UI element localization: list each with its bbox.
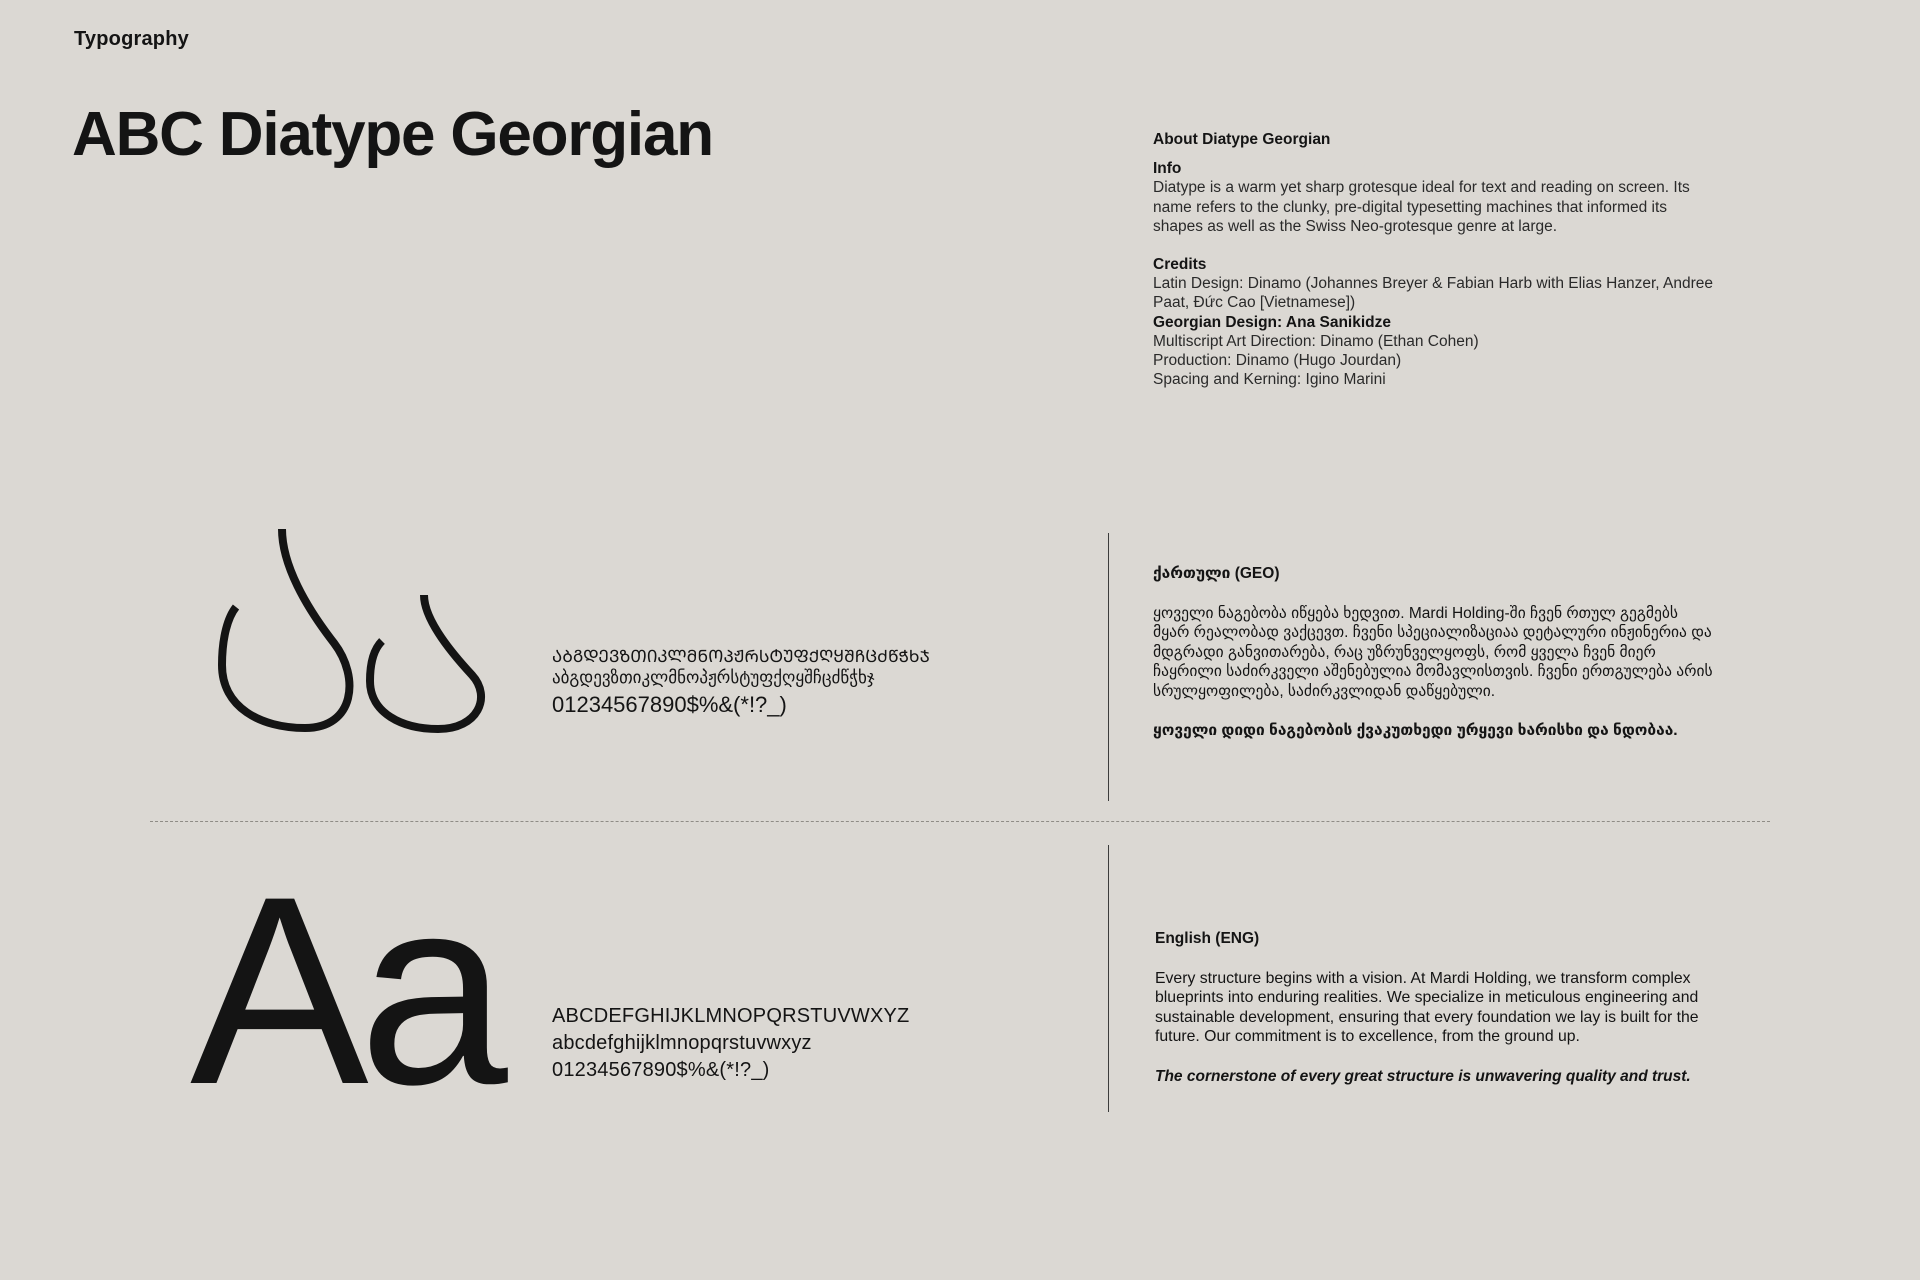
- georgian-body: ყოველი ნაგებობა იწყება ხედვით. Mardi Holding-ში ჩვენ რთულ გეგმებს მყარ რეალობად ვაქცევთ. ჩვენი სპეციალიზაციაა დეტალური ინჟინერია და მდგრადი განვითარება, რაც უზრუნველყოფს, რომ ყველა ჩვენ მიერ ჩაყრილი საძირკველი აშენებულია მომავლისთვის. ჩვენი ერთგულება არის სრულყოფილება, საძირკვლიდან დაწყებული.: [1153, 604, 1713, 700]
- georgian-text-block: [1153, 564, 1713, 741]
- vertical-divider-top: [1108, 533, 1109, 801]
- latin-character-set: [552, 1003, 1012, 1084]
- info-heading: Info: [1153, 160, 1182, 178]
- credit-georgian-design: Georgian Design: Ana Sanikidze: [1153, 313, 1392, 331]
- dashed-divider: [150, 821, 1770, 822]
- section-label: Typography: [74, 28, 189, 50]
- latin-lowercase: abcdefghijklmnopqrstuvwxyz: [552, 1032, 812, 1054]
- credit-latin-design: Latin Design: Dinamo (Johannes Breyer & Fabian Harb with Elias Hanzer, Andree Paat, Đức Cao [Vietnamese]): [1153, 275, 1714, 312]
- georgian-lowercase: აბგდევზთიკლმნოპჟრსტუფქღყშჩცძწჭხჯ: [552, 668, 875, 687]
- credits-heading: Credits: [1153, 256, 1207, 274]
- credit-art-direction: Multiscript Art Direction: Dinamo (Ethan Cohen): [1153, 332, 1479, 350]
- vertical-divider-bottom: [1108, 845, 1109, 1112]
- about-panel: [1153, 130, 1713, 389]
- georgian-glyph-sample: [210, 525, 500, 735]
- about-heading: About Diatype Georgian: [1153, 131, 1331, 148]
- info-text: Diatype is a warm yet sharp grotesque ideal for text and reading on screen. Its name refers to the clunky, pre-digital typesetting machines that informed its shapes as well as the Swiss Neo-grotesque genre at large.: [1153, 179, 1690, 235]
- credit-spacing: Spacing and Kerning: Igino Marini: [1153, 371, 1386, 389]
- latin-numerals: 01234567890$%&(*!?_): [552, 1059, 770, 1081]
- page-title: ABC Diatype Georgian: [72, 100, 713, 169]
- latin-glyph-sample: Aa: [190, 840, 498, 1140]
- english-tagline: The cornerstone of every great structure is unwavering quality and trust.: [1155, 1067, 1691, 1085]
- georgian-uppercase: ᲐᲑᲒᲓᲔᲕᲖᲗᲘᲙᲚᲛᲜᲝᲞᲟᲠᲡᲢᲣᲤᲥᲦᲧᲨᲩᲪᲫᲬᲭᲮᲯ: [552, 647, 930, 666]
- georgian-numerals: 01234567890$%&(*!?_): [552, 692, 787, 717]
- georgian-tagline: ყოველი დიდი ნაგებობის ქვაკუთხედი ურყევი ხარისხი და ნდობაა.: [1153, 722, 1678, 739]
- latin-uppercase: ABCDEFGHIJKLMNOPQRSTUVWXYZ: [552, 1005, 910, 1027]
- english-body: Every structure begins with a vision. At Mardi Holding, we transform complex blueprints into enduring realities. We specialize in meticulous engineering and sustainable development, ensuring that every foundation we lay is built for the future. Our commitment is to excellence, from the ground up.: [1155, 969, 1699, 1046]
- georgian-heading: ქართული (GEO): [1153, 565, 1280, 582]
- english-heading: English (ENG): [1155, 930, 1260, 947]
- english-text-block: [1155, 929, 1715, 1086]
- georgian-character-set: [552, 646, 1012, 720]
- credit-production: Production: Dinamo (Hugo Jourdan): [1153, 352, 1402, 370]
